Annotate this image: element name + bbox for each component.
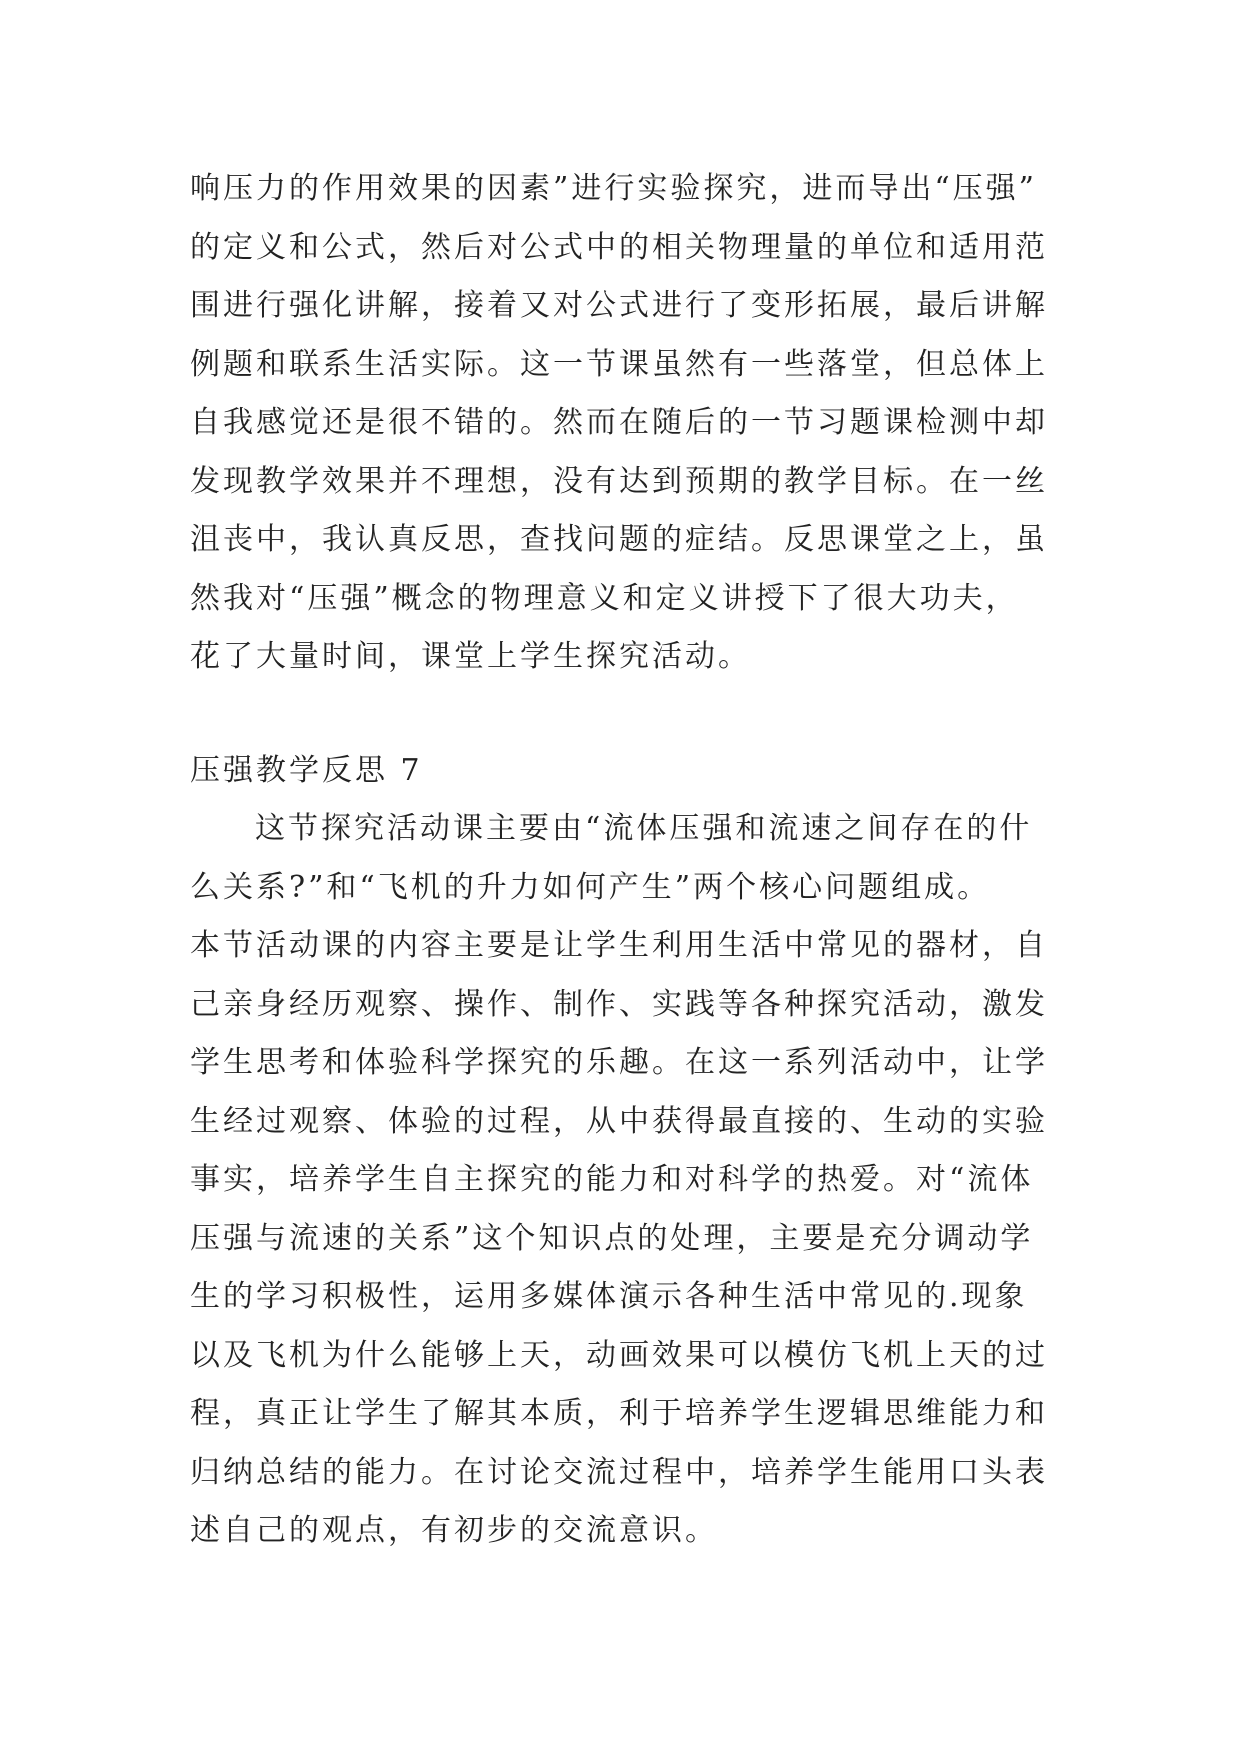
paragraph-line: 然我对“压强”概念的物理意义和定义讲授下了很大功夫， [190,580,1019,616]
paragraph-line: 学生思考和体验科学探究的乐趣。在这一系列活动中，让学 [190,1045,1048,1080]
paragraph-line: 事实，培养学生自主探究的能力和对科学的热爱。对“流体 [190,1162,1034,1197]
top-paragraph [190,160,1070,687]
paragraph-line: 响压力的作用效果的因素”进行实验探究，进而导出“压强” [190,171,1038,206]
paragraph-line: 压强与流速的关系”这个知识点的处理，主要是充分调动学 [190,1220,1034,1256]
section-title: 压强教学反思 7 [190,753,423,788]
paragraph-line: 自我感觉还是很不错的。然而在随后的一节习题课检测中却 [190,405,1048,440]
paragraph-line: 生的学习积极性，运用多媒体演示各种生活中常见的.现象 [190,1279,1028,1314]
paragraph-line: 花了大量时间，课堂上学生探究活动。 [190,639,751,674]
paragraph-line: 发现教学效果并不理想，没有达到预期的教学目标。在一丝 [190,463,1048,499]
paragraph-line: 这节探究活动课主要由“流体压强和流速之间存在的什 [255,811,1033,846]
paragraph-line: 归纳总结的能力。在讨论交流过程中，培养学生能用口头表 [190,1454,1048,1490]
paragraph-line: 述自己的观点，有初步的交流意识。 [190,1513,718,1548]
paragraph-line: 生经过观察、体验的过程，从中获得最直接的、生动的实验 [190,1103,1048,1139]
paragraph-line: 己亲身经历观察、操作、制作、实践等各种探究活动，激发 [190,986,1048,1022]
body-paragraph [190,800,1070,1561]
paragraph-line: 的定义和公式，然后对公式中的相关物理量的单位和适用范 [190,229,1048,265]
paragraph-line: 例题和联系生活实际。这一节课虽然有一些落堂，但总体上 [190,346,1048,382]
paragraph-line: 围进行强化讲解，接着又对公式进行了变形拓展，最后讲解 [190,288,1048,323]
section-heading [190,742,1070,801]
paragraph-line: 么关系?”和“飞机的升力如何产生”两个核心问题组成。 [190,869,991,905]
paragraph-line: 以及飞机为什么能够上天，动画效果可以模仿飞机上天的过 [190,1337,1048,1373]
paragraph-line: 本节活动课的内容主要是让学生利用生活中常见的器材，自 [190,928,1048,963]
paragraph-line: 程，真正让学生了解其本质，利于培养学生逻辑思维能力和 [190,1396,1048,1431]
paragraph-line: 沮丧中，我认真反思，查找问题的症结。反思课堂之上，虽 [190,522,1048,557]
